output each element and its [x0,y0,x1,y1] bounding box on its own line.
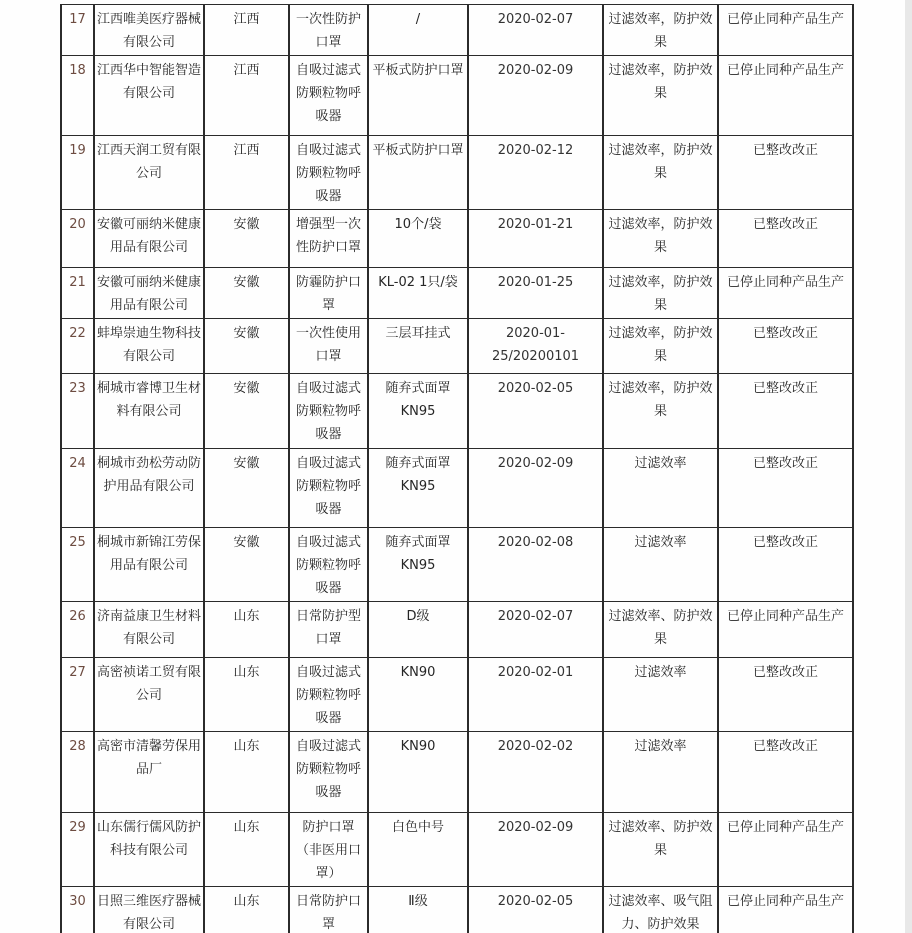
province-cell: 安徽 [204,319,289,374]
right-edge-strip [905,0,912,933]
mask-quality-inspection-table [60,4,854,933]
company-name-cell: 安徽可丽纳米健康用品有限公司 [94,210,204,268]
product-type-cell: 防护口罩（非医用口罩） [289,813,368,887]
failed-items-cell: 过滤效率，防护效果 [603,136,718,210]
table-row [61,5,853,56]
row-number-cell: 29 [61,813,94,887]
failed-items-cell: 过滤效率、吸气阻力、防护效果 [603,887,718,933]
product-type-cell: 自吸过滤式防颗粒物呼吸器 [289,136,368,210]
failed-items-cell: 过滤效率，防护效果 [603,268,718,319]
product-type-cell: 自吸过滤式防颗粒物呼吸器 [289,56,368,136]
row-number-cell: 20 [61,210,94,268]
province-cell: 山东 [204,602,289,658]
handling-result-cell: 已整改改正 [718,319,853,374]
model-spec-cell: D级 [368,602,468,658]
row-number-cell: 22 [61,319,94,374]
province-cell: 安徽 [204,268,289,319]
failed-items-cell: 过滤效率 [603,528,718,602]
model-spec-cell: 随弃式面罩KN95 [368,449,468,528]
model-spec-cell: Ⅱ级 [368,887,468,933]
company-name-cell: 济南益康卫生材料有限公司 [94,602,204,658]
table-row [61,374,853,449]
date-cell: 2020-02-07 [468,5,603,56]
company-name-cell: 高密祯诺工贸有限公司 [94,658,204,732]
handling-result-cell: 已整改改正 [718,658,853,732]
table-row [61,528,853,602]
row-number-cell: 19 [61,136,94,210]
handling-result-cell: 已整改改正 [718,732,853,813]
product-type-cell: 日常防护口罩 [289,887,368,933]
model-spec-cell: 三层耳挂式 [368,319,468,374]
model-spec-cell: 白色中号 [368,813,468,887]
failed-items-cell: 过滤效率、防护效果 [603,813,718,887]
table-row [61,268,853,319]
handling-result-cell: 已停止同种产品生产 [718,5,853,56]
failed-items-cell: 过滤效率，防护效果 [603,319,718,374]
province-cell: 安徽 [204,528,289,602]
province-cell: 山东 [204,732,289,813]
table-row [61,210,853,268]
failed-items-cell: 过滤效率、防护效果 [603,602,718,658]
date-cell: 2020-02-08 [468,528,603,602]
product-type-cell: 增强型一次性防护口罩 [289,210,368,268]
date-cell: 2020-01-25 [468,268,603,319]
handling-result-cell: 已停止同种产品生产 [718,813,853,887]
row-number-cell: 23 [61,374,94,449]
company-name-cell: 桐城市睿博卫生材料有限公司 [94,374,204,449]
model-spec-cell: KN90 [368,732,468,813]
product-type-cell: 自吸过滤式防颗粒物呼吸器 [289,374,368,449]
company-name-cell: 山东儒行儒风防护科技有限公司 [94,813,204,887]
company-name-cell: 高密市清馨劳保用品厂 [94,732,204,813]
product-type-cell: 日常防护型口罩 [289,602,368,658]
row-number-cell: 21 [61,268,94,319]
product-type-cell: 自吸过滤式防颗粒物呼吸器 [289,528,368,602]
row-number-cell: 24 [61,449,94,528]
province-cell: 安徽 [204,374,289,449]
province-cell: 安徽 [204,449,289,528]
date-cell: 2020-02-01 [468,658,603,732]
date-cell: 2020-02-02 [468,732,603,813]
row-number-cell: 27 [61,658,94,732]
date-cell: 2020-02-09 [468,56,603,136]
company-name-cell: 日照三维医疗器械有限公司 [94,887,204,933]
model-spec-cell: 平板式防护口罩 [368,136,468,210]
handling-result-cell: 已整改改正 [718,528,853,602]
date-cell: 2020-02-07 [468,602,603,658]
company-name-cell: 蚌埠崇迪生物科技有限公司 [94,319,204,374]
date-cell: 2020-02-05 [468,374,603,449]
model-spec-cell: 平板式防护口罩 [368,56,468,136]
model-spec-cell: KL-02 1只/袋 [368,268,468,319]
province-cell: 山东 [204,887,289,933]
handling-result-cell: 已停止同种产品生产 [718,56,853,136]
handling-result-cell: 已整改改正 [718,374,853,449]
row-number-cell: 30 [61,887,94,933]
company-name-cell: 江西天润工贸有限公司 [94,136,204,210]
company-name-cell: 江西华中智能智造有限公司 [94,56,204,136]
company-name-cell: 安徽可丽纳米健康用品有限公司 [94,268,204,319]
row-number-cell: 18 [61,56,94,136]
table-row [61,887,853,933]
failed-items-cell: 过滤效率，防护效果 [603,374,718,449]
date-cell: 2020-02-05 [468,887,603,933]
failed-items-cell: 过滤效率 [603,449,718,528]
table-row [61,602,853,658]
model-spec-cell: 10个/袋 [368,210,468,268]
company-name-cell: 桐城市新锦江劳保用品有限公司 [94,528,204,602]
table-row [61,136,853,210]
handling-result-cell: 已停止同种产品生产 [718,268,853,319]
company-name-cell: 江西唯美医疗器械有限公司 [94,5,204,56]
row-number-cell: 17 [61,5,94,56]
table-row [61,658,853,732]
table-row [61,319,853,374]
table-row [61,813,853,887]
model-spec-cell: KN90 [368,658,468,732]
table-row [61,56,853,136]
product-type-cell: 自吸过滤式防颗粒物呼吸器 [289,658,368,732]
table-body [61,5,853,933]
model-spec-cell: / [368,5,468,56]
province-cell: 山东 [204,658,289,732]
row-number-cell: 26 [61,602,94,658]
company-name-cell: 桐城市劲松劳动防护用品有限公司 [94,449,204,528]
product-type-cell: 自吸过滤式防颗粒物呼吸器 [289,732,368,813]
product-type-cell: 一次性防护口罩 [289,5,368,56]
handling-result-cell: 已整改改正 [718,136,853,210]
date-cell: 2020-02-09 [468,449,603,528]
date-cell: 2020-01-25/20200101 [468,319,603,374]
product-type-cell: 自吸过滤式防颗粒物呼吸器 [289,449,368,528]
handling-result-cell: 已停止同种产品生产 [718,602,853,658]
failed-items-cell: 过滤效率 [603,732,718,813]
province-cell: 江西 [204,56,289,136]
product-type-cell: 防霾防护口罩 [289,268,368,319]
row-number-cell: 25 [61,528,94,602]
province-cell: 安徽 [204,210,289,268]
row-number-cell: 28 [61,732,94,813]
failed-items-cell: 过滤效率 [603,658,718,732]
date-cell: 2020-02-12 [468,136,603,210]
province-cell: 江西 [204,5,289,56]
province-cell: 山东 [204,813,289,887]
model-spec-cell: 随弃式面罩KN95 [368,528,468,602]
product-type-cell: 一次性使用口罩 [289,319,368,374]
date-cell: 2020-01-21 [468,210,603,268]
model-spec-cell: 随弃式面罩KN95 [368,374,468,449]
handling-result-cell: 已整改改正 [718,449,853,528]
date-cell: 2020-02-09 [468,813,603,887]
table-row [61,732,853,813]
failed-items-cell: 过滤效率，防护效果 [603,56,718,136]
table-row [61,449,853,528]
handling-result-cell: 已停止同种产品生产 [718,887,853,933]
province-cell: 江西 [204,136,289,210]
failed-items-cell: 过滤效率，防护效果 [603,210,718,268]
failed-items-cell: 过滤效率，防护效果 [603,5,718,56]
handling-result-cell: 已整改改正 [718,210,853,268]
